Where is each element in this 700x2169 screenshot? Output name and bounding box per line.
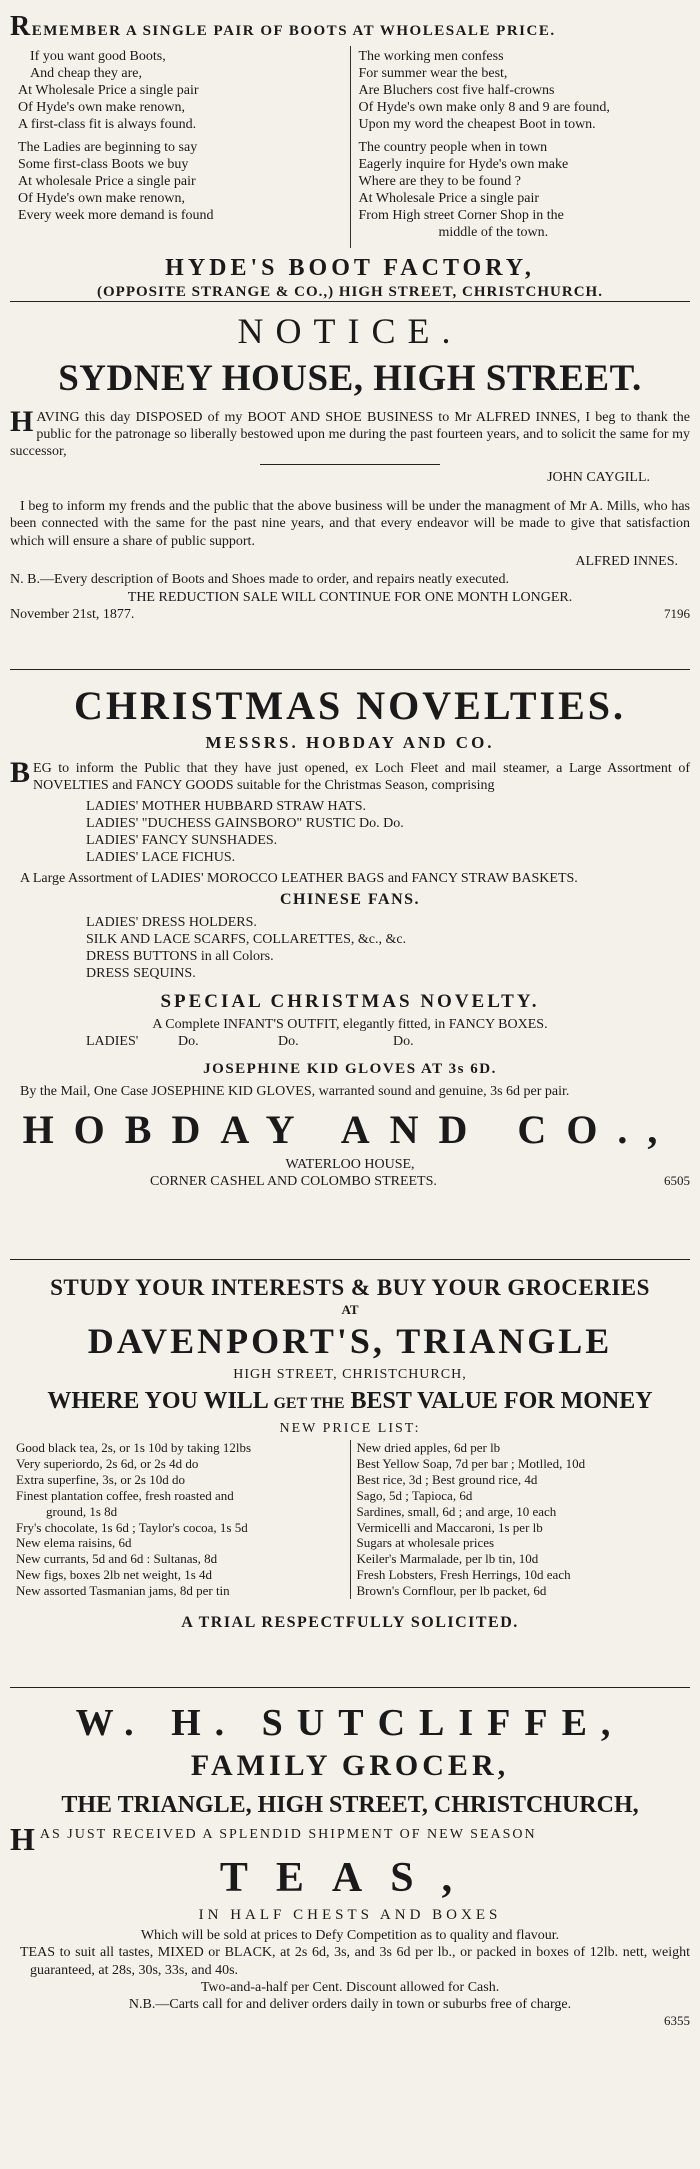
ad-reference-number: 7196: [664, 605, 690, 621]
triangle-address: THE TRIANGLE, HIGH STREET, CHRISTCHURCH,: [61, 1791, 639, 1818]
boots-verse-left: [10, 46, 350, 248]
price-list: [10, 1440, 690, 1599]
waterloo-house: WATERLOO HOUSE,: [285, 1157, 415, 1173]
defy-competition: Which will be sold at prices to Defy Competition as to quality and flavour.: [140, 1928, 560, 1944]
divider: [260, 464, 440, 465]
study-heading: STUDY YOUR INTERESTS & BUY YOUR GROCERIES: [50, 1275, 650, 1300]
price-item: New currants, 5d and 6d : Sultanas, 8d: [16, 1551, 218, 1567]
hobday-address: CORNER CASHEL AND COLOMBO STREETS.: [150, 1174, 437, 1190]
notice-paragraph: I beg to inform my frends and the public that the above business will be under the managment of Mr A. Mills, who has been connected with the same for the past nine years, and that every endeavor will be made to give that satisfaction which will ensure a share of public support.: [10, 499, 690, 549]
price-item: Best rice, 3d ; Best ground rice, 4d: [356, 1471, 538, 1487]
notice-footer: [10, 606, 690, 623]
notice-subtitle: SYDNEY HOUSE, HIGH STREET.: [58, 357, 642, 399]
signature: ALFRED INNES.: [575, 553, 678, 569]
boots-verse-columns: [10, 46, 690, 248]
davenport-advertisement: [10, 1260, 690, 1688]
verse-stanza: The working men confess For summer wear the best, Are Bluchers cost five half-crowns Of Hyde's own make only 8 and 9 are found, Upon my word the cheapest Boot in town.: [358, 49, 610, 133]
verse-stanza: The Ladies are beginning to say Some first-class Boots we buy At wholesale Price a single pair Of Hyde's own make renown, Every week more demand is found: [18, 139, 214, 223]
boots-verse-right: [350, 46, 691, 248]
price-item: New figs, boxes 2lb net weight, 1s 4d: [16, 1567, 213, 1583]
price-item: Keiler's Marmalade, per lb tin, 10d: [356, 1551, 539, 1567]
price-item: Vermicelli and Maccaroni, 1s per lb: [356, 1519, 543, 1535]
notice-advertisement: [10, 302, 690, 670]
price-item: Very superiordo, 2s 6d, or 2s 4d do: [16, 1456, 199, 1472]
hobday-name: HOBDAY AND CO.,: [22, 1106, 678, 1152]
teas-prices: TEAS to suit all tastes, MIXED or BLACK, at 2s 6d, 3s, and 3s 6d per lb., or packed in boxes of 12lb. nett, weight guaranteed, at 28s, 30s, 33s, and 40s.: [20, 1945, 690, 1978]
gloves-text: By the Mail, One Case JOSEPHINE KID GLOVES, warranted sound and genuine, 3s 6d per pair.: [20, 1083, 570, 1099]
christmas-list-2: LADIES' DRESS HOLDERS. SILK AND LACE SCARFS, COLLARETTES, &c., &c. DRESS BUTTONS in all Colors. DRESS SEQUINS.: [86, 914, 407, 981]
price-list-right: [351, 1440, 691, 1599]
trial-solicited: A TRIAL RESPECTFULLY SOLICITED.: [181, 1613, 519, 1631]
at-label: AT: [341, 1302, 359, 1318]
price-item: New elema raisins, 6d: [16, 1535, 132, 1551]
price-item: Fresh Lobsters, Fresh Herrings, 10d each: [356, 1567, 571, 1583]
chinese-fans: CHINESE FANS.: [279, 891, 421, 909]
where-heading: WHERE YOU WILL GET THE BEST VALUE FOR MONEY: [47, 1387, 653, 1414]
price-item: Best Yellow Soap, 7d per bar ; Motlled, 10d: [356, 1456, 586, 1472]
sutcliffe-advertisement: [10, 1688, 690, 2158]
hobday-messrs: MESSRS. HOBDAY AND CO.: [205, 732, 495, 752]
special-novelty: SPECIAL CHRISTMAS NOVELTY.: [160, 990, 540, 1012]
price-item: New dried apples, 6d per lb: [356, 1440, 501, 1456]
price-item: Sardines, small, 6d ; and arge, 10 each: [356, 1503, 557, 1519]
sutcliffe-name: W. H. SUTCLIFFE,: [75, 1702, 625, 1744]
notice-reduction: THE REDUCTION SALE WILL CONTINUE FOR ONE MONTH LONGER.: [127, 589, 573, 605]
price-item: Extra superfine, 3s, or 2s 10d do: [16, 1471, 185, 1487]
christmas-list-1: LADIES' MOTHER HUBBARD STRAW HATS. LADIES' "DUCHESS GAINSBORO" RUSTIC Do. Do. LADIES' FANCY SUNSHADES. LADIES' LACE FICHUS.: [86, 798, 404, 865]
price-item: Sugars at wholesale prices: [356, 1535, 495, 1551]
price-item: Sago, 5d ; Tapioca, 6d: [356, 1487, 473, 1503]
price-item: Fry's chocolate, 1s 6d ; Taylor's cocoa, 1s 5d: [16, 1519, 248, 1535]
received-line: HAS JUST RECEIVED A SPLENDID SHIPMENT OF NEW SEASON: [10, 1821, 537, 1858]
teas-heading: TEAS,: [219, 1854, 481, 1901]
price-item: New assorted Tasmanian jams, 8d per tin: [16, 1582, 230, 1598]
christmas-bags: A Large Assortment of LADIES' MOROCCO LEATHER BAGS and FANCY STRAW BASKETS.: [20, 871, 578, 886]
infant-outfit: A Complete INFANT'S OUTFIT, elegantly fitted, in FANCY BOXES.: [152, 1017, 548, 1033]
price-list-left: [10, 1440, 351, 1599]
notice-nb: N. B.—Every description of Boots and Shoes made to order, and repairs neatly executed.: [10, 571, 510, 587]
signature: JOHN CAYGILL.: [547, 470, 650, 486]
ad-reference-number: 6355: [664, 2012, 690, 2028]
ad-reference-number: 6505: [664, 1173, 690, 1189]
price-item: Good black tea, 2s, or 1s 10d by taking 12lbs: [16, 1440, 252, 1456]
ditto-line: LADIES' Do. Do. Do.: [86, 1034, 414, 1050]
half-chests: IN HALF CHESTS AND BOXES: [198, 1907, 502, 1924]
notice-paragraph: HAVING this day DISPOSED of my BOOT AND SHOE BUSINESS to Mr ALFRED INNES, I beg to thank the public for the patronage so liberally bestowed upon me during the past fourteen years, and to solicit the same for my successor,: [10, 405, 690, 460]
verse-stanza: The country people when in town Eagerly inquire for Hyde's own make Where are they to be found ? At Wholesale Price a single pair From High street Corner Shop in the middle of the town.: [358, 139, 569, 240]
christmas-title: CHRISTMAS NOVELTIES.: [73, 683, 626, 728]
verse-stanza: If you want good Boots, And cheap they are, At Wholesale Price a single pair Of Hyde's own make renown, A first-class fit is always found.: [18, 49, 199, 133]
davenport-street: HIGH STREET, CHRISTCHURCH,: [233, 1366, 467, 1382]
price-list-heading: NEW PRICE LIST:: [279, 1421, 421, 1437]
price-item: ground, 1s 8d: [46, 1503, 118, 1519]
price-item: Finest plantation coffee, fresh roasted and: [16, 1487, 234, 1503]
notice-date: November 21st, 1877.: [10, 606, 135, 622]
davenport-name: DAVENPORT'S, TRIANGLE: [87, 1320, 613, 1361]
hobday-footer: [10, 1173, 690, 1190]
boots-heading: REMEMBER A SINGLE PAIR OF BOOTS AT WHOLESALE PRICE.: [10, 11, 556, 42]
gloves-heading: JOSEPHINE KID GLOVES AT 3s 6D.: [203, 1061, 497, 1078]
cash-discount: Two-and-a-half per Cent. Discount allowed for Cash.: [200, 1979, 500, 1995]
boots-advertisement: [10, 6, 690, 302]
christmas-advertisement: [10, 670, 690, 1260]
christmas-intro: BEG to inform the Public that they have just opened, ex Loch Fleet and mail steamer, a Large Assortment of NOVELTIES and FANCY GOODS suitable for the Christmas Season, comprising: [10, 755, 690, 793]
price-item: Brown's Cornflour, per lb packet, 6d: [356, 1582, 547, 1598]
boot-factory-name: HYDE'S BOOT FACTORY,: [165, 255, 535, 282]
family-grocer: FAMILY GROCER,: [190, 1749, 510, 1783]
boot-factory-address: (OPPOSITE STRANGE & CO.,) HIGH STREET, CHRISTCHURCH.: [97, 284, 603, 301]
delivery-note: N.B.—Carts call for and deliver orders daily in town or suburbs free of charge.: [128, 1996, 572, 2012]
notice-title: NOTICE.: [237, 311, 463, 351]
